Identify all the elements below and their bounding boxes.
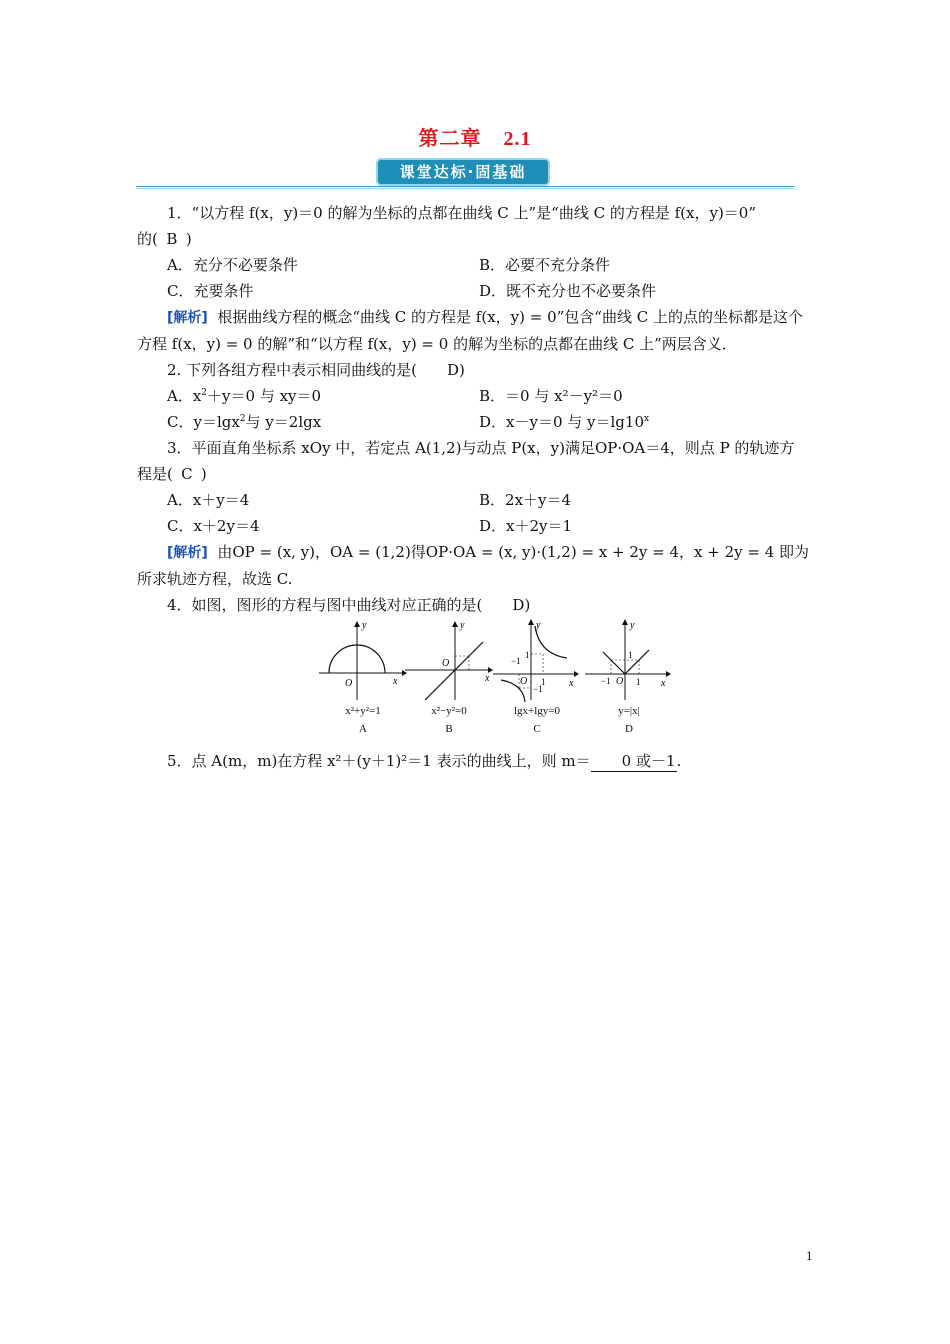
figure-c-origin: O <box>520 676 528 687</box>
q1-stem-line1: 1．“以方程 f(x，y)＝0 的解为坐标的点都在曲线 C 上”是“曲线 C 的方程是 f(x，y)＝0” <box>167 204 757 222</box>
q3-options-row1 <box>137 487 817 513</box>
q3-option-c: C．x＋2y＝4 <box>167 517 260 535</box>
q3-answer: C <box>181 465 193 483</box>
figure-d-letter: D <box>625 723 633 735</box>
figure-b-y-label: y <box>460 620 465 631</box>
figure-d-y-label: y <box>630 620 635 631</box>
figure-b-x-label: x <box>485 673 490 684</box>
q2-answer: D <box>446 361 459 379</box>
figure-a-origin: O <box>345 678 353 689</box>
figure-a-equation: x²+y²=1 <box>345 705 381 717</box>
figure-d-one-x: 1 <box>636 677 641 687</box>
section-banner: 课堂达标·固基础 <box>378 160 548 184</box>
q1-option-b: B．必要不充分条件 <box>479 256 611 274</box>
figure-c-equation: lgx+lgy=0 <box>513 705 561 717</box>
figure-c-y-label: y <box>536 620 541 631</box>
q1-analysis <box>137 304 817 357</box>
q3-analysis-label: [解析] <box>167 545 208 561</box>
q3-option-d: D．x＋2y＝1 <box>479 517 573 535</box>
figure-d-origin: O <box>616 676 624 687</box>
figure-d-neg-one: −1 <box>601 676 611 686</box>
q1-option-a: A．充分不必要条件 <box>167 256 298 274</box>
q3-stem-line2: 程是( C ) <box>137 461 817 487</box>
figure-c-neg-one-x: −1 <box>511 656 521 666</box>
figure-d-x-label: x <box>661 678 666 689</box>
q1-option-d: D．既不充分也不必要条件 <box>479 282 657 300</box>
q1-option-c: C．充要条件 <box>167 282 254 300</box>
q3-analysis-text: 由OP = (x, y)，OA = (1,2)得OP·OA = (x, y)·(1,2) = x + 2y = 4，x + 2y = 4 即为所求轨迹方程，故选 C. <box>137 543 810 588</box>
figure-c-graph <box>491 618 583 702</box>
q1-options-row1 <box>137 252 817 278</box>
figure-a-graph <box>317 618 409 702</box>
q3-option-b: B．2x＋y＝4 <box>479 491 572 509</box>
q5-answer: 0 或－1 <box>591 751 677 772</box>
figure-a-y-label: y <box>362 620 367 631</box>
figure-d-one-y: 1 <box>628 650 633 660</box>
section-number: 2.1 <box>503 128 532 150</box>
header-rule-shadow <box>136 188 794 189</box>
q2-option-a: A．$x^2+y=0$ 与 xy＝0 <box>167 387 322 405</box>
figure-b-origin: O <box>442 658 450 669</box>
figure-c <box>491 618 583 746</box>
figure-d-equation: y=|x| <box>618 705 640 717</box>
chapter-title <box>0 122 950 151</box>
q4-figures <box>317 618 817 748</box>
q3-options-row2 <box>137 513 817 539</box>
q2-stem: 2. 下列各组方程中表示相同曲线的是( D) <box>137 357 817 383</box>
q1-analysis-label: [解析] <box>167 310 208 326</box>
figure-c-neg-one-y: −1 <box>533 684 543 694</box>
figure-c-x-label: x <box>569 678 574 689</box>
q2-option-b: B．＝0 与 x²－y²＝0 <box>479 387 623 405</box>
q4-answer: D <box>512 596 525 614</box>
figure-b-graph <box>403 618 495 702</box>
q1-answer: B <box>166 230 178 248</box>
figure-d <box>583 618 675 746</box>
q2-options-row2 <box>137 409 817 435</box>
q1-stem-line2: 的( B ) <box>137 226 817 252</box>
q2-option-c: C．y＝lgx$^2$与 y＝2lgx <box>167 413 322 431</box>
figure-a <box>317 618 409 746</box>
figure-b-equation: x²−y²=0 <box>431 705 467 717</box>
q2-option-d: D．x－y＝0 与 $y=\lg 10^x$ <box>479 413 650 431</box>
page-number: 1 <box>806 1248 813 1263</box>
figure-c-one-y: 1 <box>525 650 530 660</box>
header-rule <box>136 186 794 187</box>
q1-options-row2 <box>137 278 817 304</box>
figure-b-letter: B <box>445 723 453 735</box>
figure-b <box>403 618 495 746</box>
q3-stem-line1: 3．平面直角坐标系 xOy 中，若定点 A(1,2)与动点 P(x，y)满足OP·OA＝4，则点 P 的轨迹方 <box>167 439 795 457</box>
figure-a-letter: A <box>359 723 367 735</box>
q4-stem: 4．如图，图形的方程与图中曲线对应正确的是( D) <box>137 592 817 618</box>
q2-options-row1 <box>137 383 817 409</box>
figure-d-graph <box>583 618 675 702</box>
figure-c-letter: C <box>533 723 541 735</box>
figure-a-x-label: x <box>393 676 398 687</box>
chapter-label: 第二章 <box>418 126 482 150</box>
q1-analysis-text: 根据曲线方程的概念“曲线 C 的方程是 f(x，y) = 0”包含“曲线 C 上的点的坐标都是这个方程 f(x，y) = 0 的解”和“以方程 f(x，y) = 0 的解为坐标的点都在曲线 C 上”两层含义． <box>137 308 803 353</box>
q3-analysis <box>137 539 817 592</box>
q3-option-a: A．x＋y＝4 <box>167 491 250 509</box>
q5-stem: 5．点 A(m，m)在方程 x²＋(y＋1)²＝1 表示的曲线上，则 m＝ 0 或－1. <box>167 752 682 770</box>
figure-c-one-x: 1 <box>541 677 546 687</box>
exercise-content <box>137 200 817 774</box>
